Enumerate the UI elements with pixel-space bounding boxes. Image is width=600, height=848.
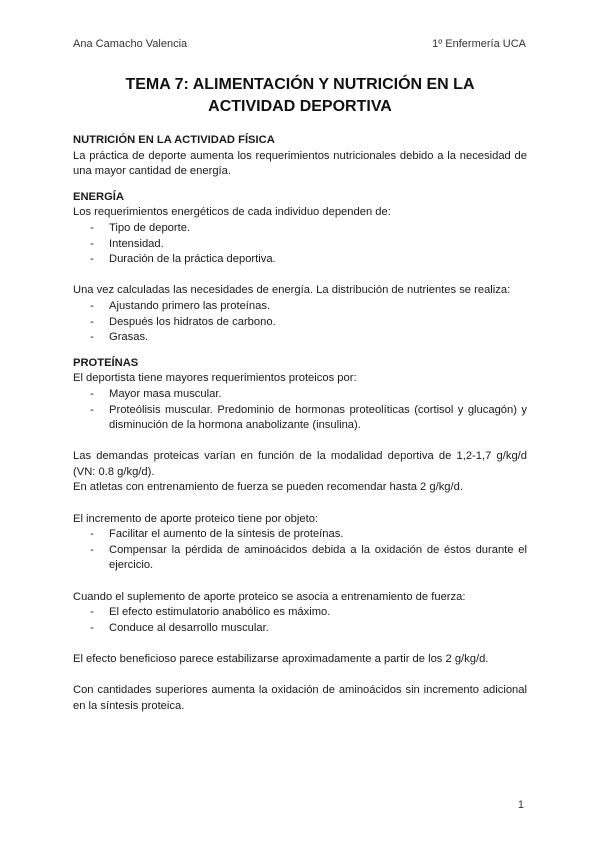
list-item: - Duración de la práctica deportiva. (73, 252, 527, 268)
paragraph: En atletas con entrenamiento de fuerza se pueden recomendar hasta 2 g/kg/d. (73, 481, 463, 494)
title-line-1: TEMA 7: ALIMENTACIÓN Y NUTRICIÓN EN LA (125, 76, 475, 93)
paragraph: Las demandas proteicas varían en función de la modalidad deportiva de 1,2-1,7 g/kg/d (VN: 0.8 g/kg/d). (73, 450, 527, 478)
list-item: - Compensar la pérdida de aminoácidos debida a la oxidación de éstos durante el ejercicio. (73, 543, 527, 574)
bullet-list (73, 527, 527, 574)
paragraph: El efecto beneficioso parece estabilizarse aproximadamente a partir de los 2 g/kg/d. (73, 653, 489, 665)
list-item: - Grasas. (73, 330, 527, 346)
list-item: - Ajustando primero las proteínas. (73, 299, 527, 315)
bullet-list (73, 387, 527, 434)
section-heading-nutricion: NUTRICIÓN EN LA ACTIVIDAD FÍSICA (73, 134, 275, 146)
list-item: - Después los hidratos de carbono. (73, 315, 527, 331)
bullet-list (73, 221, 527, 268)
section-heading-energia: ENERGÍA (73, 190, 124, 203)
list-item: - Proteólisis muscular. Predominio de hormonas proteolíticas (cortisol y glucagón) y disminución de la hormona anabolizante (insulina). (73, 403, 527, 434)
page-number: 1 (517, 799, 524, 811)
bullet-list (73, 605, 527, 636)
paragraph: Con cantidades superiores aumenta la oxidación de aminoácidos sin incremento adicional en la síntesis proteica. (73, 684, 527, 712)
document-title (60, 74, 540, 118)
paragraph: Una vez calculadas las necesidades de energía. La distribución de nutrientes se realiza: (73, 284, 511, 297)
section-heading-proteinas: PROTEÍNAS (73, 356, 139, 369)
course-name: 1º Enfermería UCA (432, 38, 526, 50)
paragraph: El deportista tiene mayores requerimientos proteicos por: (73, 372, 357, 385)
paragraph: La práctica de deporte aumenta los requerimientos nutricionales debido a la necesidad de una mayor cantidad de energía. (73, 149, 527, 178)
list-item: - Mayor masa muscular. (73, 387, 527, 403)
document-body (73, 133, 527, 714)
list-item: - Intensidad. (73, 237, 527, 253)
list-item: - El efecto estimulatorio anabólico es máximo. (73, 605, 527, 621)
title-line-2: ACTIVIDAD DEPORTIVA (208, 98, 392, 115)
paragraph: Los requerimientos energéticos de cada individuo dependen de: (73, 206, 391, 219)
paragraph: El incremento de aporte proteico tiene por objeto: (73, 512, 319, 525)
list-item: - Facilitar el aumento de la síntesis de proteínas. (73, 527, 527, 543)
author-name: Ana Camacho Valencia (73, 38, 188, 50)
bullet-list (73, 299, 527, 346)
page-header (73, 37, 526, 53)
list-item: - Conduce al desarrollo muscular. (73, 621, 527, 637)
list-item: - Tipo de deporte. (73, 221, 527, 237)
paragraph: Cuando el suplemento de aporte proteico se asocia a entrenamiento de fuerza: (73, 590, 466, 603)
